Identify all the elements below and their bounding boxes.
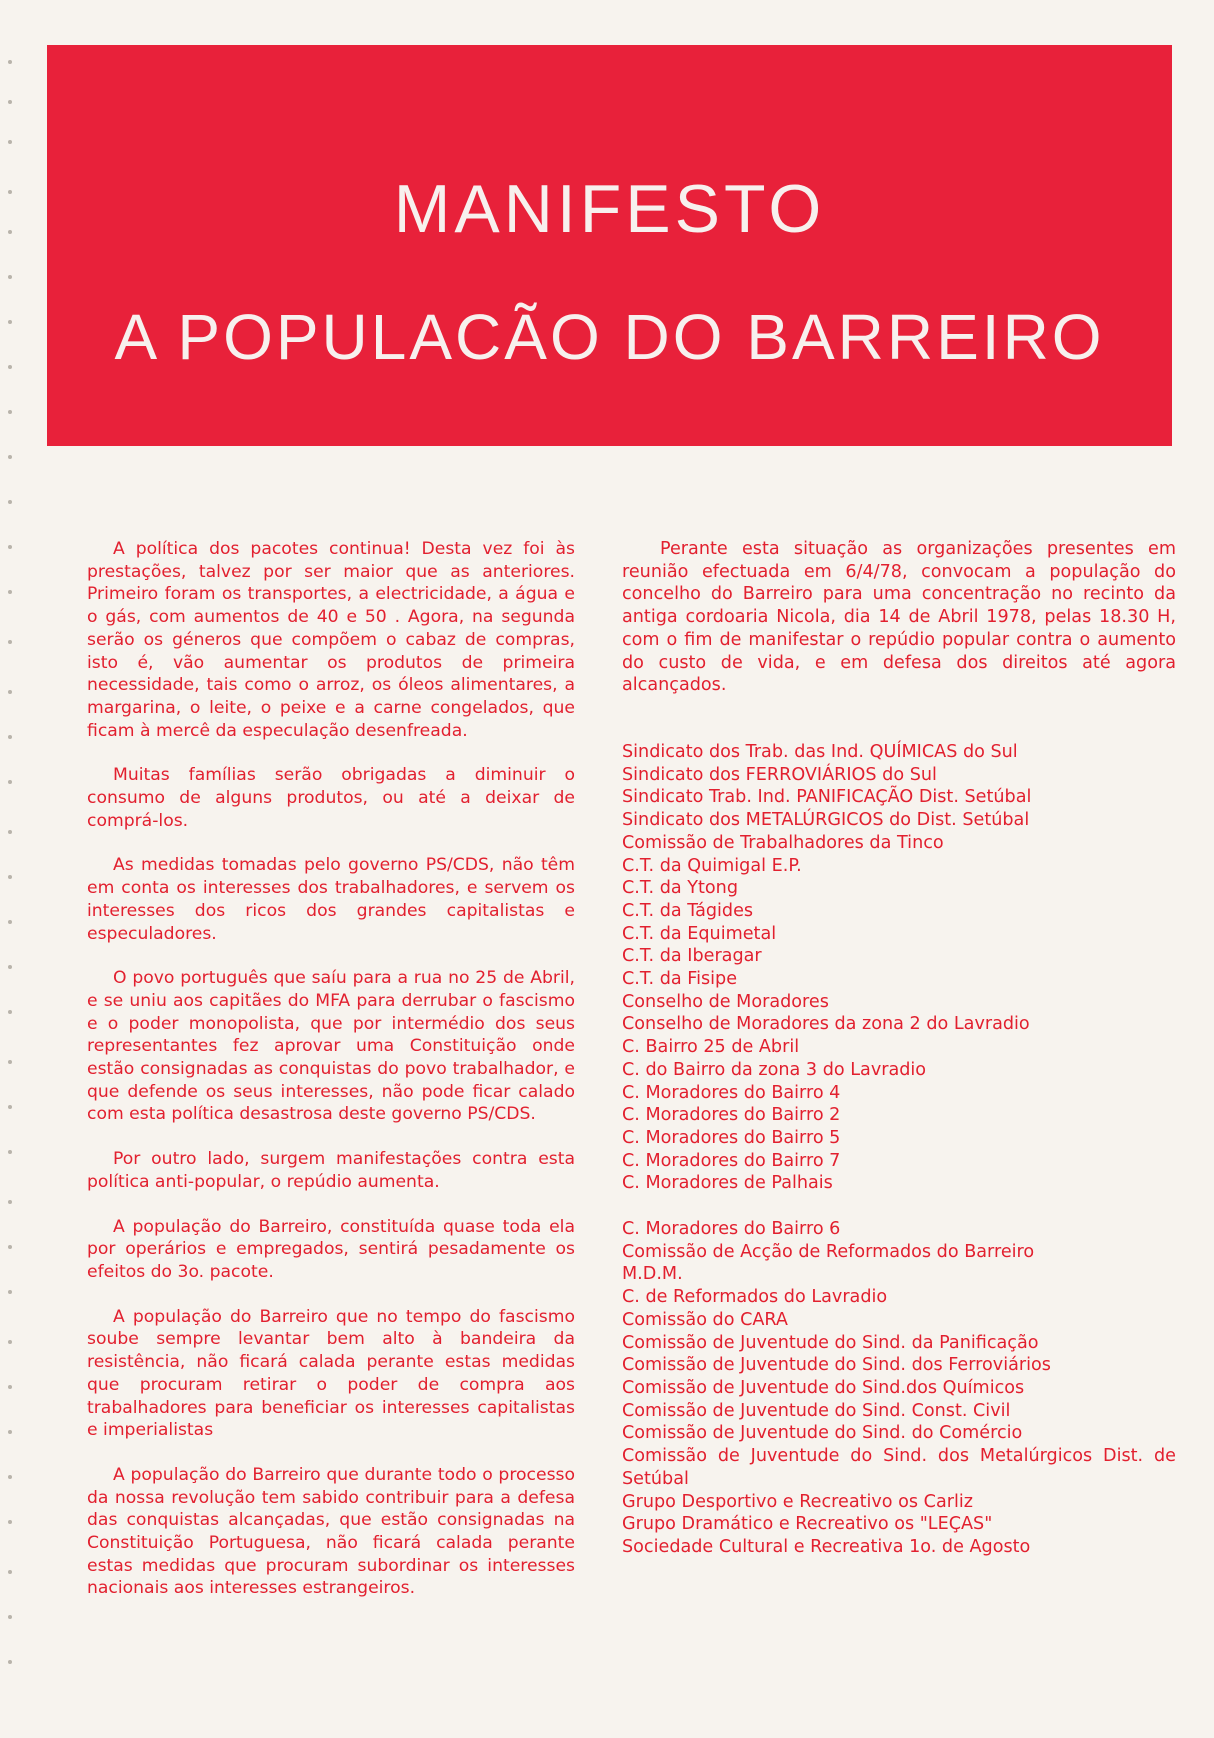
list-item: Sindicato dos FERROVIÁRIOS do Sul [622,764,937,785]
list-item: C.T. da Iberagar [622,946,762,967]
title-banner [47,45,1172,446]
list-item: Comissão de Juventude do Sind. dos Ferroviários [622,1355,1051,1376]
list-item: Sindicato Trab. Ind. PANIFICAÇÃO Dist. Setúbal [622,787,1032,808]
list-item: C.T. da Equimetal [622,923,777,944]
list-item: Sociedade Cultural e Recreativa 1o. de Agosto [622,1536,1031,1557]
list-item: M.D.M. [622,1264,683,1285]
list-item: Comissão de Acção de Reformados do Barreiro [622,1241,1035,1262]
paragraph: As medidas tomadas pelo governo PS/CDS, não têm em conta os interesses dos trabalhadores, e servem os interesses dos ricos dos grandes capitalistas e especuladores. [87,855,575,944]
banner-title: MANIFESTO [393,171,826,247]
list-item: Sindicato dos METALÚRGICOS do Dist. Setúbal [622,810,1030,831]
list-item: C.T. da Fisipe [622,969,738,990]
banner-subtitle: A POPULACÃO DO BARREIRO [114,301,1105,373]
paragraph: Muitas famílias serão obrigadas a diminuir o consumo de alguns produtos, ou até a deixar de comprá-los. [87,765,575,831]
list-item: C.T. da Ytong [622,878,738,899]
list-item: C. Moradores do Bairro 2 [622,1105,841,1126]
list-item: C. Moradores do Bairro 6 [622,1219,841,1240]
list-item: C. do Bairro da zona 3 do Lavradio [622,1059,927,1080]
list-item: C. Moradores de Palhais [622,1173,833,1194]
list-item: Comissão de Juventude do Sind. da Panificação [622,1332,1039,1353]
paragraph: A população do Barreiro, constituída quase toda ela por operários e empregados, sentirá pesadamente os efeitos do 3o. pacote. [87,1216,575,1282]
left-column [87,538,575,1622]
list-item: C. de Reformados do Lavradio [622,1287,888,1308]
list-item: Grupo Dramático e Recreativo os "LEÇAS" [622,1514,993,1535]
list-item: C.T. da Quimigal E.P. [622,855,802,876]
list-item: Comissão de Juventude do Sind. do Comércio [622,1423,1023,1444]
list-item: C.T. da Tágides [622,900,754,921]
list-item: Comissão de Trabalhadores da Tinco [622,832,944,853]
paragraph: O povo português que saíu para a rua no 25 de Abril, e se uniu aos capitães do MFA para derrubar o fascismo e o poder monopolista, que por intermédio dos seus representantes fez aprovar uma Constituição onde estão consignadas as conquistas do povo trabalhador, e que defende os seus interesses, não pode ficar calado com esta política desastrosa deste governo PS/CDS. [87,968,575,1125]
paragraph: A política dos pacotes continua! Desta vez foi às prestações, talvez por ser maior que as anteriores. Primeiro foram os transportes, a electricidade, a água e o gás, com aumentos de 40 e 50 . Agora, na segunda serão os géneros que compõem o cabaz de compras, isto é, vão aumentar os produtos de primeira necessidade, tais como o arroz, os óleos alimentares, a margarina, o leite, o peixe e a carne congelados, que ficam à mercê da especulação desenfreada. [87,539,575,741]
list-item: C. Bairro 25 de Abril [622,1037,800,1058]
list-item: Comissão de Juventude do Sind. Const. Civil [622,1400,1011,1421]
list-item: Comissão do CARA [622,1309,788,1330]
list-item: Comissão de Juventude do Sind. dos Metalúrgicos Dist. de Setúbal [622,1446,1176,1489]
list-item: Grupo Desportivo e Recreativo os Carliz [622,1491,973,1512]
list-item: Conselho de Moradores da zona 2 do Lavradio [622,1014,1030,1035]
paragraph: A população do Barreiro que no tempo do fascismo soube sempre levantar bem alto à bandeira da resistência, não ficará calada perante estas medidas que procuram retirar o poder de compra aos trabalhadores para beneficiar os interesses capitalistas e imperialistas [87,1306,575,1441]
right-column [622,538,1176,697]
paragraph: A população do Barreiro que durante todo o processo da nossa revolução tem sabido contribuir para a defesa das conquistas alcançadas, que estão consignadas na Constituição Portuguesa, não ficará calada perante estas medidas que procuram subordinar os interesses nacionais aos interesses estrangeiros. [87,1464,575,1599]
list-item: Sindicato dos Trab. das Ind. QUÍMICAS do Sul [622,742,1018,762]
organization-list [622,741,1176,1559]
list-item: C. Moradores do Bairro 4 [622,1082,841,1103]
list-item: Comissão de Juventude do Sind.dos Químicos [622,1377,1025,1398]
paragraph: Por outro lado, surgem manifestações contra esta política anti-popular, o repúdio aumenta. [87,1149,575,1192]
binder-margin [0,0,28,1738]
list-item: C. Moradores do Bairro 7 [622,1150,841,1171]
call-paragraph: Perante esta situação as organizações presentes em reunião efectuada em 6/4/78, convocam a população do concelho do Barreiro para uma concentração no recinto da antiga cordoaria Nicola, dia 14 de Abril 1978, pelas 18.30 H, com o fim de manifestar o repúdio popular contra o aumento do custo de vida, e em defesa dos direitos até agora alcançados. [622,539,1176,696]
list-item: Conselho de Moradores [622,991,829,1012]
list-item: C. Moradores do Bairro 5 [622,1127,841,1148]
